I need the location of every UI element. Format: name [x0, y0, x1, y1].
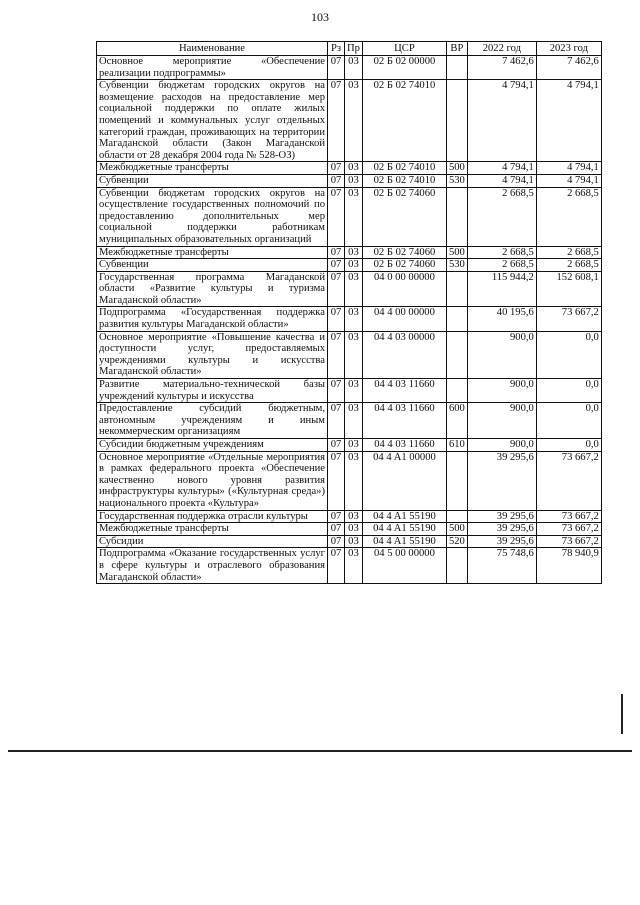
cell-name: Межбюджетные трансферты: [97, 246, 328, 259]
cell-vr: [446, 451, 467, 510]
cell-2022: 40 195,6: [467, 307, 536, 331]
cell-csr: 04 4 03 11660: [362, 439, 446, 452]
cell-2022: 7 462,6: [467, 56, 536, 80]
cell-pr: 03: [345, 80, 363, 162]
cell-pr: 03: [345, 259, 363, 272]
cell-rz: 07: [328, 403, 345, 439]
cell-rz: 07: [328, 162, 345, 175]
cell-2023: 2 668,5: [536, 259, 601, 272]
cell-vr: 500: [446, 162, 467, 175]
cell-csr: 04 4 A1 55190: [362, 523, 446, 536]
cell-csr: 02 Б 02 74010: [362, 174, 446, 187]
cell-name: Субвенции: [97, 259, 328, 272]
cell-name: Межбюджетные трансферты: [97, 162, 328, 175]
cell-pr: 03: [345, 523, 363, 536]
table-row: [97, 246, 602, 259]
cell-rz: 07: [328, 451, 345, 510]
cell-csr: 04 4 00 00000: [362, 307, 446, 331]
header-2023: 2023 год: [536, 42, 601, 56]
cell-name: Государственная программа Магаданской области «Развитие культуры и туризма Магаданской области»: [97, 271, 328, 307]
table-row: [97, 439, 602, 452]
cell-pr: 03: [345, 307, 363, 331]
cell-csr: 04 4 03 11660: [362, 379, 446, 403]
cell-2023: 7 462,6: [536, 56, 601, 80]
table-row: [97, 451, 602, 510]
cell-2022: 75 748,6: [467, 548, 536, 584]
cell-2022: 900,0: [467, 403, 536, 439]
table-row: [97, 174, 602, 187]
cell-2023: 73 667,2: [536, 451, 601, 510]
table-row: [97, 331, 602, 378]
cell-name: Субвенции: [97, 174, 328, 187]
cell-vr: 520: [446, 535, 467, 548]
cell-pr: 03: [345, 403, 363, 439]
table-row: [97, 548, 602, 584]
cell-2023: 73 667,2: [536, 510, 601, 523]
cell-vr: [446, 56, 467, 80]
cell-name: Субсидии: [97, 535, 328, 548]
table-row: [97, 56, 602, 80]
cell-name: Субсидии бюджетным учреждениям: [97, 439, 328, 452]
cell-pr: 03: [345, 451, 363, 510]
cell-rz: 07: [328, 80, 345, 162]
table-row: [97, 80, 602, 162]
cell-2023: 4 794,1: [536, 174, 601, 187]
cell-csr: 02 Б 02 74010: [362, 80, 446, 162]
cell-2022: 2 668,5: [467, 259, 536, 272]
cell-vr: [446, 331, 467, 378]
cell-2023: 0,0: [536, 379, 601, 403]
table-row: [97, 271, 602, 307]
cell-name: Межбюджетные трансферты: [97, 523, 328, 536]
header-vr: ВР: [446, 42, 467, 56]
cell-csr: 02 Б 02 74060: [362, 187, 446, 246]
cell-vr: [446, 80, 467, 162]
cell-vr: 610: [446, 439, 467, 452]
cell-2023: 4 794,1: [536, 80, 601, 162]
cell-pr: 03: [345, 162, 363, 175]
cell-vr: [446, 271, 467, 307]
cell-rz: 07: [328, 510, 345, 523]
cell-rz: 07: [328, 439, 345, 452]
cell-2022: 39 295,6: [467, 510, 536, 523]
cell-2022: 2 668,5: [467, 246, 536, 259]
cell-rz: 07: [328, 271, 345, 307]
cell-csr: 04 5 00 00000: [362, 548, 446, 584]
cell-rz: 07: [328, 379, 345, 403]
header-rz: Рз: [328, 42, 345, 56]
cell-2022: 4 794,1: [467, 80, 536, 162]
cell-2023: 73 667,2: [536, 535, 601, 548]
header-name: Наименование: [97, 42, 328, 56]
cell-name: Субвенции бюджетам городских округов на осуществление государственных полномочий по предоставлению дополнительных мер социальной поддержки работникам муниципальных образовательных организаций: [97, 187, 328, 246]
cell-rz: 07: [328, 331, 345, 378]
header-2022: 2022 год: [467, 42, 536, 56]
cell-csr: 04 0 00 00000: [362, 271, 446, 307]
cell-2022: 900,0: [467, 379, 536, 403]
cell-csr: 02 Б 02 74060: [362, 259, 446, 272]
cell-pr: 03: [345, 548, 363, 584]
cell-2023: 73 667,2: [536, 523, 601, 536]
cell-pr: 03: [345, 510, 363, 523]
cell-rz: 07: [328, 174, 345, 187]
cell-csr: 04 4 03 00000: [362, 331, 446, 378]
cell-rz: 07: [328, 259, 345, 272]
cell-2023: 2 668,5: [536, 187, 601, 246]
cell-2022: 39 295,6: [467, 451, 536, 510]
cell-pr: 03: [345, 331, 363, 378]
cell-2022: 115 944,2: [467, 271, 536, 307]
cell-rz: 07: [328, 523, 345, 536]
cell-vr: [446, 548, 467, 584]
cell-2023: 152 608,1: [536, 271, 601, 307]
header-pr: Пр: [345, 42, 363, 56]
cell-csr: 04 4 A1 55190: [362, 535, 446, 548]
table-row: [97, 523, 602, 536]
cell-2022: 2 668,5: [467, 187, 536, 246]
cell-2023: 4 794,1: [536, 162, 601, 175]
cell-csr: 04 4 A1 55190: [362, 510, 446, 523]
cell-2023: 0,0: [536, 331, 601, 378]
table-row: [97, 379, 602, 403]
cell-csr: 02 Б 02 74010: [362, 162, 446, 175]
table-row: [97, 187, 602, 246]
cell-2023: 73 667,2: [536, 307, 601, 331]
cell-vr: [446, 510, 467, 523]
cell-2022: 900,0: [467, 439, 536, 452]
cell-2023: 0,0: [536, 439, 601, 452]
cell-vr: 530: [446, 174, 467, 187]
budget-table: [96, 41, 602, 584]
cell-name: Основное мероприятие «Обеспечение реализации подпрограммы»: [97, 56, 328, 80]
cell-vr: 530: [446, 259, 467, 272]
table-row: [97, 307, 602, 331]
table-row: [97, 403, 602, 439]
cell-vr: [446, 379, 467, 403]
table-row: [97, 162, 602, 175]
cell-name: Подпрограмма «Государственная поддержка развития культуры Магаданской области»: [97, 307, 328, 331]
cell-rz: 07: [328, 56, 345, 80]
cell-pr: 03: [345, 246, 363, 259]
cell-rz: 07: [328, 187, 345, 246]
cell-vr: 500: [446, 523, 467, 536]
cell-2022: 4 794,1: [467, 174, 536, 187]
cell-pr: 03: [345, 187, 363, 246]
cell-pr: 03: [345, 271, 363, 307]
cell-vr: [446, 307, 467, 331]
cell-vr: 600: [446, 403, 467, 439]
cell-rz: 07: [328, 307, 345, 331]
cell-name: Государственная поддержка отрасли культуры: [97, 510, 328, 523]
cell-csr: 04 4 A1 00000: [362, 451, 446, 510]
cell-2023: 0,0: [536, 403, 601, 439]
cell-name: Развитие материально-технической базы учреждений культуры и искусства: [97, 379, 328, 403]
cell-name: Основное мероприятие «Повышение качества и доступности услуг, предоставляемых учреждениями культуры и искусства Магаданской области»: [97, 331, 328, 378]
cell-name: Предоставление субсидий бюджетным, автономным учреждениям и иным некоммерческим организациям: [97, 403, 328, 439]
cell-pr: 03: [345, 174, 363, 187]
cell-2022: 4 794,1: [467, 162, 536, 175]
table-row: [97, 535, 602, 548]
cell-pr: 03: [345, 379, 363, 403]
cell-2023: 2 668,5: [536, 246, 601, 259]
cell-rz: 07: [328, 548, 345, 584]
cell-pr: 03: [345, 56, 363, 80]
cell-2022: 900,0: [467, 331, 536, 378]
cell-2023: 78 940,9: [536, 548, 601, 584]
cell-csr: 02 Б 02 74060: [362, 246, 446, 259]
header-csr: ЦСР: [362, 42, 446, 56]
scan-mark: [621, 694, 623, 734]
bottom-rule: [8, 750, 632, 752]
cell-name: Субвенции бюджетам городских округов на возмещение расходов на предоставление мер социальной поддержки по оплате жилых помещений и коммунальных услуг отдельных категорий граждан, проживающих на территории Магаданской области (Закон Магаданской области от 28 декабря 2004 года № 528-ОЗ): [97, 80, 328, 162]
cell-csr: 04 4 03 11660: [362, 403, 446, 439]
cell-2022: 39 295,6: [467, 535, 536, 548]
cell-vr: 500: [446, 246, 467, 259]
table-row: [97, 259, 602, 272]
cell-name: Основное мероприятие «Отдельные мероприятия в рамках федерального проекта «Обеспечение качественно нового уровня развития инфраструктуры культуры» («Культурная среда») национального проекта «Культура»: [97, 451, 328, 510]
cell-csr: 02 Б 02 00000: [362, 56, 446, 80]
cell-vr: [446, 187, 467, 246]
cell-name: Подпрограмма «Оказание государственных услуг в сфере культуры и отраслевого образования Магаданской области»: [97, 548, 328, 584]
cell-pr: 03: [345, 535, 363, 548]
cell-rz: 07: [328, 535, 345, 548]
table-row: [97, 510, 602, 523]
cell-2022: 39 295,6: [467, 523, 536, 536]
cell-rz: 07: [328, 246, 345, 259]
page-number: 103: [311, 10, 329, 24]
table-header-row: [97, 42, 602, 56]
cell-pr: 03: [345, 439, 363, 452]
